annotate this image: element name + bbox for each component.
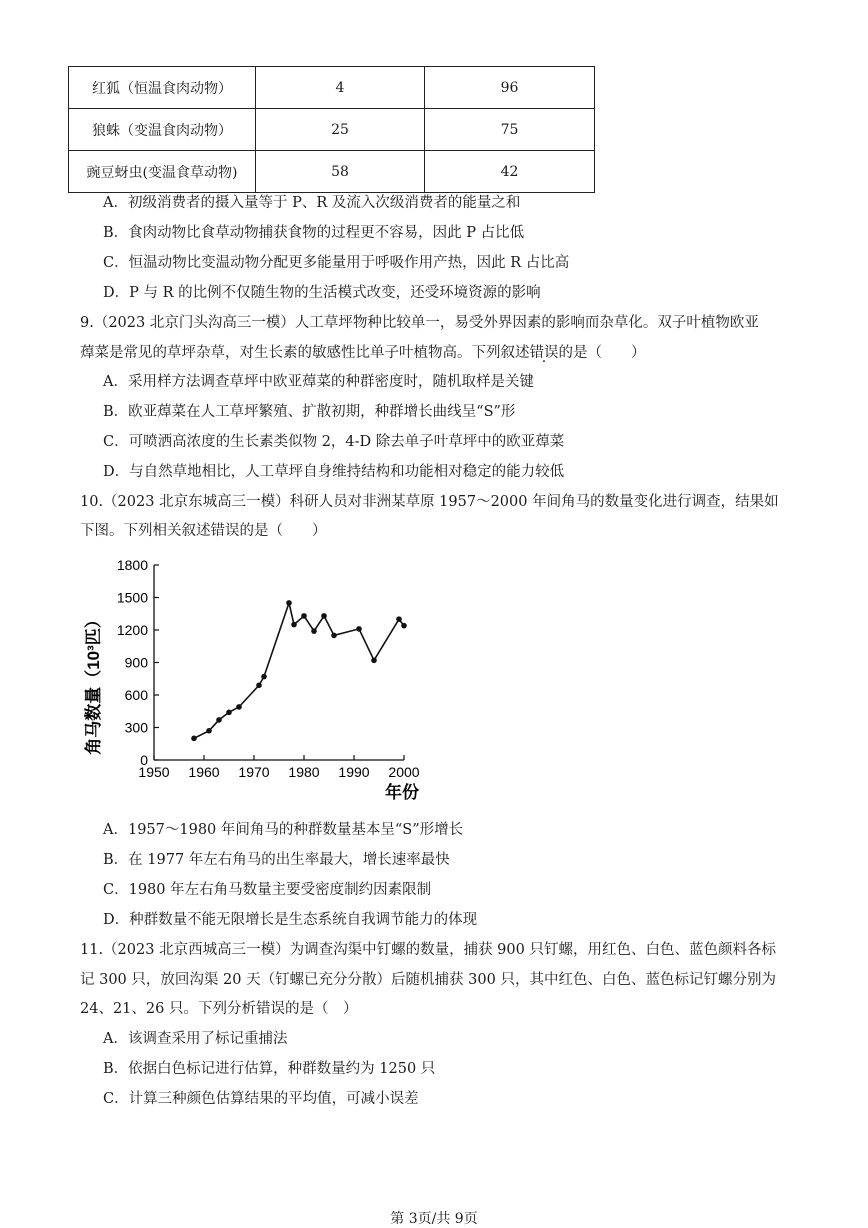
q10-option-c: C．1980 年左右角马数量主要受密度制约因素限制 bbox=[103, 882, 432, 898]
series-line bbox=[194, 603, 404, 738]
q9-emphasis: 错误 bbox=[529, 345, 559, 361]
table-cell: 58 bbox=[256, 151, 425, 193]
q9-option-a: A．采用样方法调查草坪中欧亚蔊菜的种群密度时，随机取样是关键 bbox=[103, 374, 534, 390]
table-row bbox=[69, 151, 595, 193]
q11-stem-line1: 11.（2023 北京西城高三一模）为调查沟渠中钉螺的数量，捕获 900 只钉螺，用红色、白色、蓝色颜料各标 bbox=[80, 942, 776, 958]
y-tick-label: 300 bbox=[124, 719, 148, 736]
data-point bbox=[226, 710, 232, 716]
q11-option-b: B．依据白色标记进行估算，种群数量约为 1250 只 bbox=[103, 1061, 436, 1077]
x-tick-label: 2000 bbox=[388, 764, 420, 780]
table-cell: 25 bbox=[256, 109, 425, 151]
data-point bbox=[256, 682, 262, 688]
table-cell: 75 bbox=[425, 109, 595, 151]
y-axis-label: 角马数量（10³匹） bbox=[84, 611, 103, 755]
y-tick-label: 1500 bbox=[116, 589, 148, 606]
q9-option-b: B．欧亚蔊菜在人工草坪繁殖、扩散初期，种群增长曲线呈“S”形 bbox=[103, 404, 516, 420]
table-cell: 狼蛛（变温食肉动物） bbox=[69, 109, 256, 151]
q10-stem-line1: 10.（2023 北京东城高三一模）科研人员对非洲某草原 1957～2000 年间角马的数量变化进行调查，结果如 bbox=[80, 494, 779, 510]
q9-option-c: C．可喷洒高浓度的生长素类似物 2，4-D 除去单子叶草坪中的欧亚蔊菜 bbox=[103, 434, 565, 450]
data-point bbox=[396, 616, 402, 622]
table-cell: 红狐（恒温食肉动物） bbox=[69, 67, 256, 109]
data-point bbox=[291, 622, 297, 628]
data-point bbox=[216, 717, 222, 723]
x-axis-ticks bbox=[138, 755, 419, 780]
q10-stem-line2: 下图。下列相关叙述错误的是（ ） bbox=[80, 523, 327, 539]
q11-option-c: C．计算三种颜色估算结果的平均值，可减小误差 bbox=[103, 1091, 419, 1107]
data-table bbox=[68, 66, 595, 193]
x-tick-label: 1970 bbox=[238, 764, 270, 780]
x-tick-label: 1960 bbox=[188, 764, 220, 780]
y-tick-label: 0 bbox=[140, 752, 148, 768]
data-point bbox=[261, 674, 267, 680]
q8-option-b: B．食肉动物比食草动物捕获食物的过程更不容易，因此 P 占比低 bbox=[103, 225, 525, 241]
data-point bbox=[371, 658, 377, 664]
data-point bbox=[301, 613, 307, 619]
x-axis-label: 年份 bbox=[385, 783, 419, 802]
data-point bbox=[206, 728, 212, 734]
q9-stem-text: 蔊菜是常见的草坪杂草，对生长素的敏感性比单子叶植物高。下列叙述 bbox=[80, 345, 530, 361]
data-point bbox=[311, 628, 317, 634]
q10-option-b: B．在 1977 年左右角马的出生率最大，增长速率最快 bbox=[103, 852, 450, 868]
population-line-chart bbox=[84, 555, 434, 805]
q9-stem-end: 的是（ ） bbox=[558, 345, 646, 361]
q9-stem-line2 bbox=[80, 343, 646, 363]
y-tick-label: 1800 bbox=[116, 557, 148, 573]
y-tick-label: 600 bbox=[124, 687, 148, 703]
x-tick-label: 1990 bbox=[338, 764, 370, 780]
table-row bbox=[69, 109, 595, 151]
q9-stem-line1: 9.（2023 北京门头沟高三一模）人工草坪物种比较单一，易受外界因素的影响而杂草化。双子叶植物欧亚 bbox=[80, 315, 759, 331]
data-point bbox=[191, 736, 197, 742]
data-point bbox=[356, 626, 362, 632]
q11-stem-line3: 24、21、26 只。下列分析错误的是（ ） bbox=[80, 1001, 358, 1017]
q10-option-d: D．种群数量不能无限增长是生态系统自我调节能力的体现 bbox=[103, 912, 478, 928]
q8-option-c: C．恒温动物比变温动物分配更多能量用于呼吸作用产热，因此 R 占比高 bbox=[103, 255, 570, 271]
y-tick-label: 1200 bbox=[116, 622, 148, 638]
page-footer: 第 3页/共 9页 bbox=[390, 1211, 478, 1227]
x-tick-label: 1950 bbox=[138, 764, 170, 780]
q9-option-d: D．与自然草地相比，人工草坪自身维持结构和功能相对稳定的能力较低 bbox=[103, 464, 565, 480]
x-tick-label: 1980 bbox=[288, 764, 320, 780]
data-point bbox=[401, 623, 407, 629]
data-point bbox=[236, 704, 242, 710]
data-point bbox=[286, 600, 292, 606]
q8-option-a: A．初级消费者的摄入量等于 P、R 及流入次级消费者的能量之和 bbox=[103, 195, 521, 211]
q10-option-a: A．1957～1980 年间角马的种群数量基本呈“S”形增长 bbox=[103, 822, 464, 838]
y-tick-label: 900 bbox=[124, 654, 148, 671]
q8-option-d: D．P 与 R 的比例不仅随生物的生活模式改变，还受环境资源的影响 bbox=[103, 285, 541, 301]
y-axis-ticks bbox=[117, 557, 159, 768]
table-cell: 豌豆蚜虫(变温食草动物) bbox=[69, 151, 256, 193]
data-point bbox=[321, 613, 327, 619]
q11-stem-line2: 记 300 只，放回沟渠 20 天（钉螺已充分分散）后随机捕获 300 只，其中红色、白色、蓝色标记钉螺分别为 bbox=[80, 972, 776, 988]
chart-axes bbox=[154, 565, 404, 760]
table-cell: 96 bbox=[425, 67, 595, 109]
data-point bbox=[331, 633, 337, 639]
table-cell: 4 bbox=[256, 67, 425, 109]
table-cell: 42 bbox=[425, 151, 595, 193]
table-row bbox=[69, 67, 595, 109]
q11-option-a: A．该调查采用了标记重捕法 bbox=[103, 1031, 288, 1047]
